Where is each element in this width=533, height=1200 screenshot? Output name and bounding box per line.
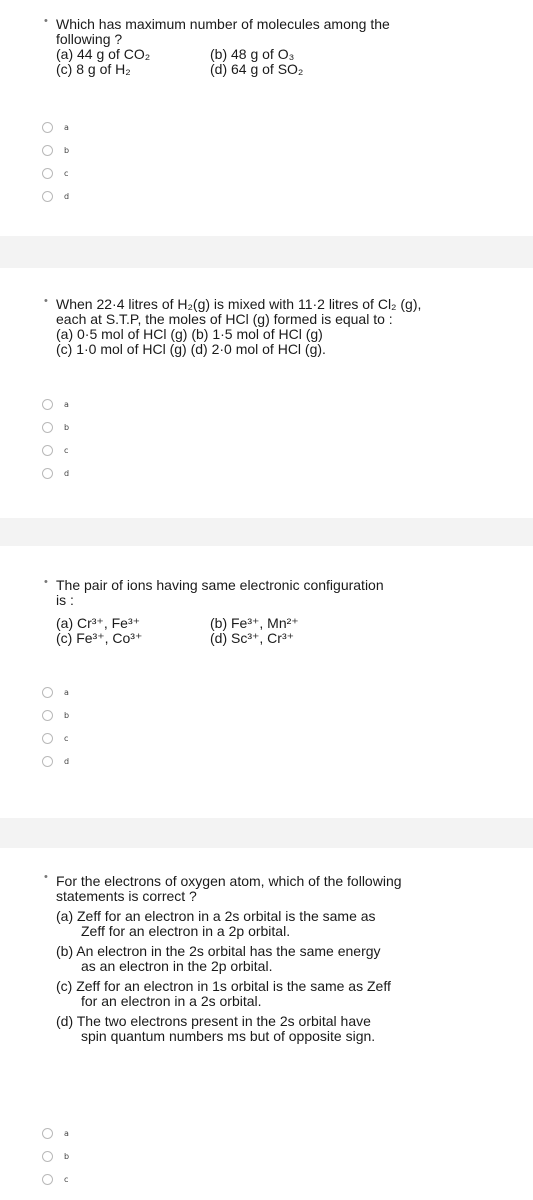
answer-options (42, 1122, 69, 1191)
option-d[interactable]: d (42, 750, 69, 773)
choice-b: (b) 48 g of O₃ (210, 46, 295, 62)
bullet-icon: • (44, 871, 48, 883)
question-text: For the electrons of oxygen atom, which of the following statements is correct ? (a) Zeff for an electron in a 2s orbital is the same as Zeff for an electron in a 2p orbital. (b) An electron in the 2s orbital has the same energy as an electron in the 2p orbital. (c) Zeff for an electron in 1s orbital is the same as Zeff for an electron in a 2s orbital. (d) The two electrons present in the 2s orbital have spin quantum numbers ms but of opposite sign. (56, 874, 455, 1044)
option-c[interactable]: c (42, 439, 69, 462)
option-a[interactable]: a (42, 1122, 69, 1145)
option-b[interactable]: b (42, 1145, 69, 1168)
choice-b: (b) Fe³⁺, Mn²⁺ (210, 615, 299, 631)
radio-button[interactable] (42, 756, 53, 767)
radio-button[interactable] (42, 468, 53, 479)
section-divider (0, 236, 533, 268)
option-c[interactable]: c (42, 727, 69, 750)
option-b[interactable]: b (42, 704, 69, 727)
radio-button[interactable] (42, 1128, 53, 1139)
radio-button[interactable] (42, 168, 53, 179)
radio-button[interactable] (42, 445, 53, 456)
option-d[interactable]: d (42, 185, 69, 208)
option-c[interactable]: c (42, 162, 69, 185)
option-a[interactable]: a (42, 116, 69, 139)
option-b[interactable]: b (42, 139, 69, 162)
question-text: The pair of ions having same electronic configuration is : (a) Cr³⁺, Fe³⁺ (b) Fe³⁺, Mn²⁺ (c) Fe³⁺, Co³⁺ (d) Sc³⁺, Cr³⁺ (56, 578, 463, 646)
radio-button[interactable] (42, 733, 53, 744)
bullet-icon: • (44, 576, 48, 588)
answer-options (42, 681, 69, 773)
choice-c: (c) 8 g of H₂ (56, 61, 131, 77)
radio-button[interactable] (42, 1151, 53, 1162)
option-b[interactable]: b (42, 416, 69, 439)
bullet-icon: • (44, 15, 48, 27)
radio-button[interactable] (42, 145, 53, 156)
radio-button[interactable] (42, 1174, 53, 1185)
radio-button[interactable] (42, 399, 53, 410)
radio-button[interactable] (42, 191, 53, 202)
choice-d: (d) 64 g of SO₂ (210, 61, 304, 77)
answer-options (42, 393, 69, 485)
radio-button[interactable] (42, 422, 53, 433)
choice-d: (d) Sc³⁺, Cr³⁺ (210, 630, 294, 646)
section-divider (0, 818, 533, 848)
option-d[interactable]: d (42, 462, 69, 485)
choice-a: (a) Cr³⁺, Fe³⁺ (56, 615, 140, 631)
choice-a: (a) 44 g of CO₂ (56, 46, 151, 62)
section-divider (0, 518, 533, 546)
statement-a: (a) Zeff for an electron in a 2s orbital is the same as (56, 908, 376, 924)
statement-b: (b) An electron in the 2s orbital has the same energy (56, 943, 381, 959)
radio-button[interactable] (42, 122, 53, 133)
statement-c: (c) Zeff for an electron in 1s orbital is the same as Zeff (56, 978, 391, 994)
question-text: When 22·4 litres of H₂(g) is mixed with 11·2 litres of Cl₂ (g), each at S.T.P, the moles of HCl (g) formed is equal to : (a) 0·5 mol of HCl (g) (b) 1·5 mol of HCl (g) (c) 1·0 mol of HCl (g) (d) 2·0 mol of HCl (g). (56, 296, 422, 357)
statement-d: (d) The two electrons present in the 2s orbital have (56, 1013, 371, 1029)
question-text: Which has maximum number of molecules among the following ? (a) 44 g of CO₂ (b) 48 g of O₃ (c) 8 g of H₂ (d) 64 g of SO₂ (56, 17, 463, 77)
option-a[interactable]: a (42, 393, 69, 416)
radio-button[interactable] (42, 687, 53, 698)
radio-button[interactable] (42, 710, 53, 721)
option-c[interactable]: c (42, 1168, 69, 1191)
option-a[interactable]: a (42, 681, 69, 704)
answer-options (42, 116, 69, 208)
bullet-icon: • (44, 295, 48, 307)
choice-c: (c) Fe³⁺, Co³⁺ (56, 630, 143, 646)
